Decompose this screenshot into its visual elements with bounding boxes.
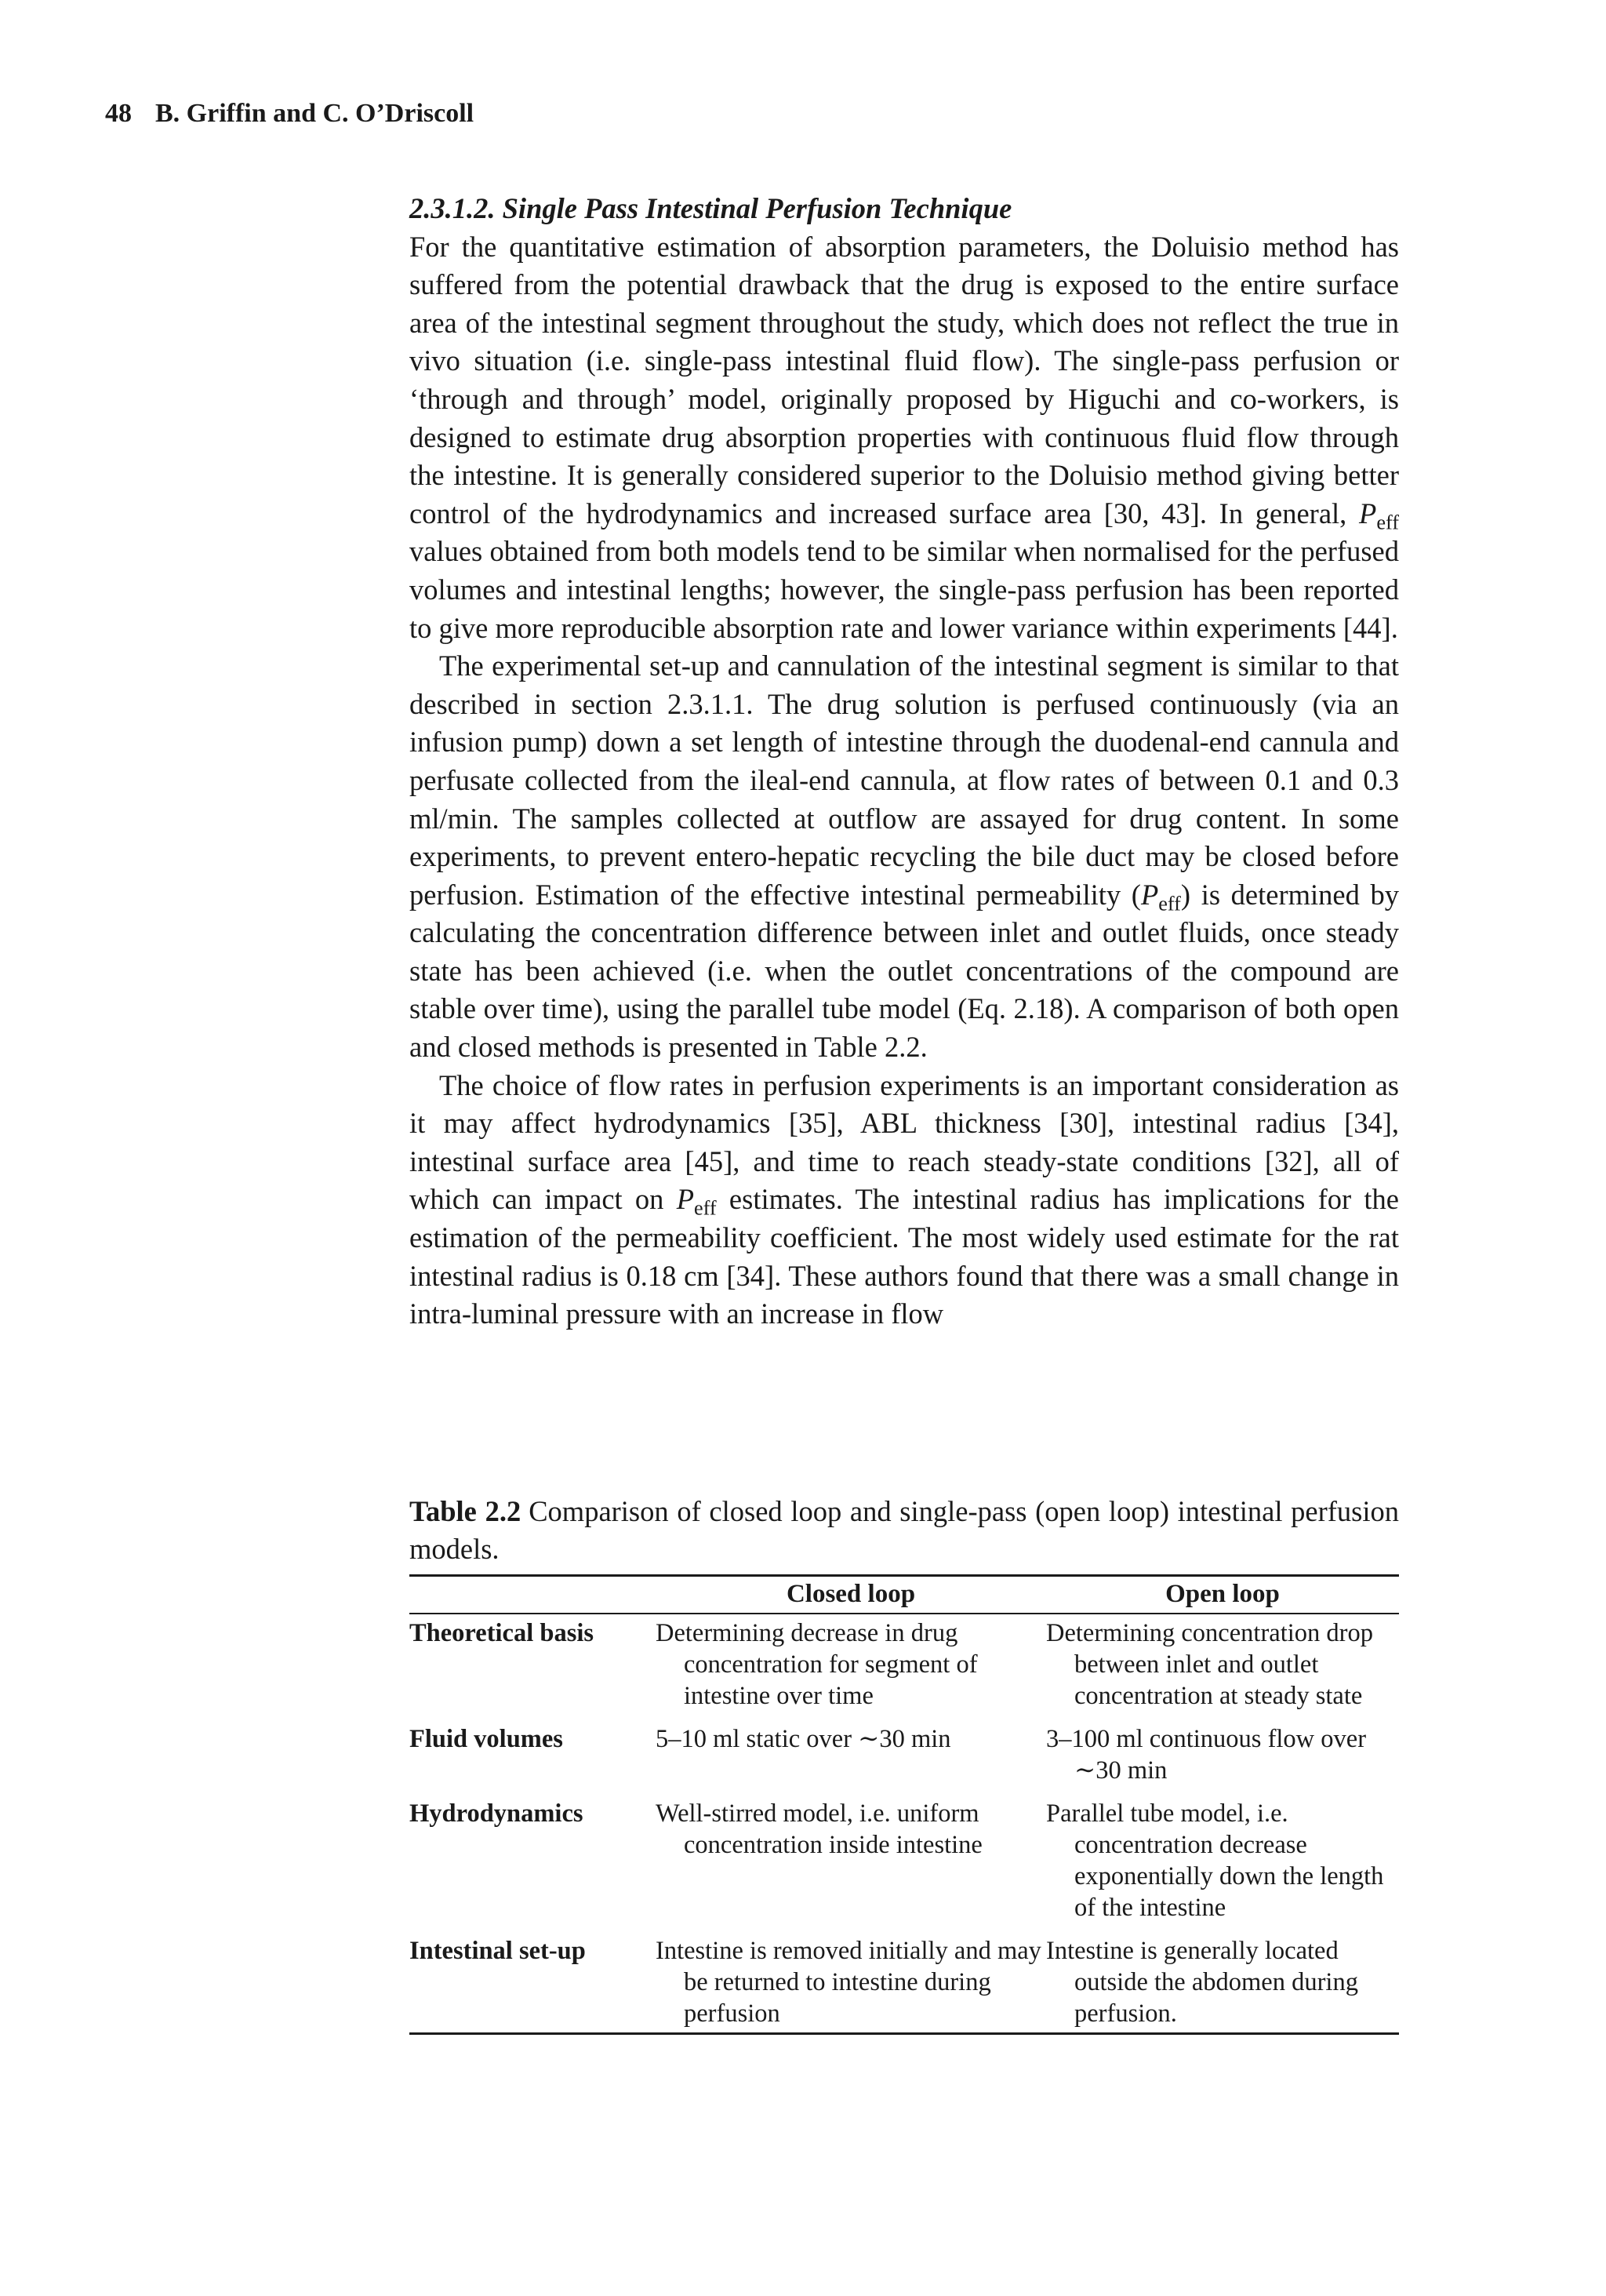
table-2-2: [409, 1493, 1399, 2035]
body-text: [409, 190, 1399, 1334]
table-row: [409, 1723, 1399, 1798]
peff-symbol: P: [1140, 878, 1159, 911]
open-loop-cell: [1046, 1798, 1399, 1935]
open-loop-text: Intestine is generally located outside the abdomen during perfusion.: [1046, 1937, 1358, 2028]
paragraph-3: [409, 1067, 1399, 1334]
table-label: Table 2.2: [409, 1495, 521, 1527]
paragraph-1: [409, 228, 1399, 648]
table-caption: [409, 1493, 1399, 1568]
peff-subscript: eff: [1376, 511, 1399, 534]
paragraph-1-text-a: For the quantitative estimation of absorption parameters, the Doluisio method has suffered from the potential drawback that the drug is exposed to the entire surface area of the intestinal segment throughout the study, which does not reflect the true in vivo situation (i.e. single-pass intestinal fluid flow). The single-pass perfusion or ‘through and through’ model, originally proposed by Higuchi and co-workers, is designed to estimate drug absorption properties with continuous fluid flow through the intestine. It is generally considered superior to the Doluisio method giving better control of the hydrodynamics and increased surface area [30, 43]. In general,: [409, 230, 1399, 529]
closed-loop-cell: [656, 1935, 1046, 2034]
table-row: [409, 1935, 1399, 2034]
closed-loop-cell: [656, 1723, 1046, 1798]
peff-subscript: eff: [1158, 892, 1181, 915]
comparison-table: [409, 1574, 1399, 2035]
table-row: [409, 1614, 1399, 1723]
peff-symbol: P: [1359, 497, 1377, 529]
peff-symbol: P: [676, 1183, 694, 1216]
row-label: Intestinal set-up: [409, 1937, 586, 1965]
paragraph-2: [409, 647, 1399, 1067]
open-loop-text: Parallel tube model, i.e. concentration decrease exponentially down the length of the intestine: [1046, 1799, 1384, 1922]
open-loop-cell: [1046, 1935, 1399, 2034]
paragraph-2-text-a: The experimental set-up and cannulation of the intestinal segment is similar to that described in section 2.3.1.1. The drug solution is perfused continuously (via an infusion pump) down a set length of intestine through the duodenal-end cannula and perfusate collected from the ileal-end cannula, at flow rates of between 0.1 and 0.3 ml/min. The samples collected at outflow are assayed for drug content. In some experiments, to prevent entero-hepatic recycling the bile duct may be closed before perfusion. Estimation of the effective intestinal permeability (: [409, 650, 1399, 911]
paragraph-1-text-b: values obtained from both models tend to be similar when normalised for the perfused volumes and intestinal lengths; however, the single-pass perfusion has been reported to give more reproducible absorption rate and lower variance within experiments [44].: [409, 535, 1399, 644]
row-label: Fluid volumes: [409, 1725, 563, 1753]
closed-loop-text: Well-stirred model, i.e. uniform concentration inside intestine: [656, 1799, 983, 1859]
table-row: [409, 1798, 1399, 1935]
header-open-loop: Open loop: [1165, 1580, 1280, 1608]
header-empty: [409, 1576, 656, 1614]
header-closed-loop: Closed loop: [786, 1580, 916, 1608]
section-heading: 2.3.1.2. Single Pass Intestinal Perfusion Technique: [409, 192, 1012, 224]
closed-loop-cell: [656, 1798, 1046, 1935]
peff-subscript: eff: [693, 1196, 717, 1220]
running-head-authors: B. Griffin and C. O’Driscoll: [155, 99, 474, 128]
table-caption-text: Comparison of closed loop and single-pass (open loop) intestinal perfusion models.: [409, 1495, 1400, 1565]
running-head: [105, 99, 474, 129]
row-label: Hydrodynamics: [409, 1799, 583, 1828]
row-label: Theoretical basis: [409, 1619, 594, 1647]
page-number: 48: [105, 99, 132, 128]
closed-loop-text: 5–10 ml static over ∼30 min: [656, 1725, 951, 1753]
closed-loop-cell: [656, 1614, 1046, 1723]
open-loop-text: Determining concentration drop between inlet and outlet concentration at steady state: [1046, 1619, 1373, 1710]
paragraph-2-text-b: ) is determined by calculating the concentration difference between inlet and outlet fluids, once steady state has been achieved (i.e. when the outlet concentrations of the compound are stable over time), using the parallel tube model (Eq. 2.18). A comparison of both open and closed methods is presented in Table 2.2.: [409, 878, 1399, 1064]
paragraph-3-text-a: The choice of flow rates in perfusion experiments is an important consideration as it may affect hydrodynamics [35], ABL thickness [30], intestinal radius [34], intestinal surface area [45], and time to reach steady-state conditions [32], all of which can impact on: [409, 1068, 1399, 1216]
open-loop-cell: [1046, 1614, 1399, 1723]
table-header-row: [409, 1576, 1399, 1614]
closed-loop-text: Intestine is removed initially and may be returned to intestine during perfusion: [656, 1937, 1041, 2028]
open-loop-text: 3–100 ml continuous flow over ∼30 min: [1046, 1725, 1367, 1785]
open-loop-cell: [1046, 1723, 1399, 1798]
closed-loop-text: Determining decrease in drug concentration for segment of intestine over time: [656, 1619, 978, 1710]
paragraph-3-text-b: estimates. The intestinal radius has implications for the estimation of the permeability coefficient. The most widely used estimate for the rat intestinal radius is 0.18 cm [34]. These authors found that there was a small change in intra-luminal pressure with an increase in flow: [409, 1183, 1399, 1330]
